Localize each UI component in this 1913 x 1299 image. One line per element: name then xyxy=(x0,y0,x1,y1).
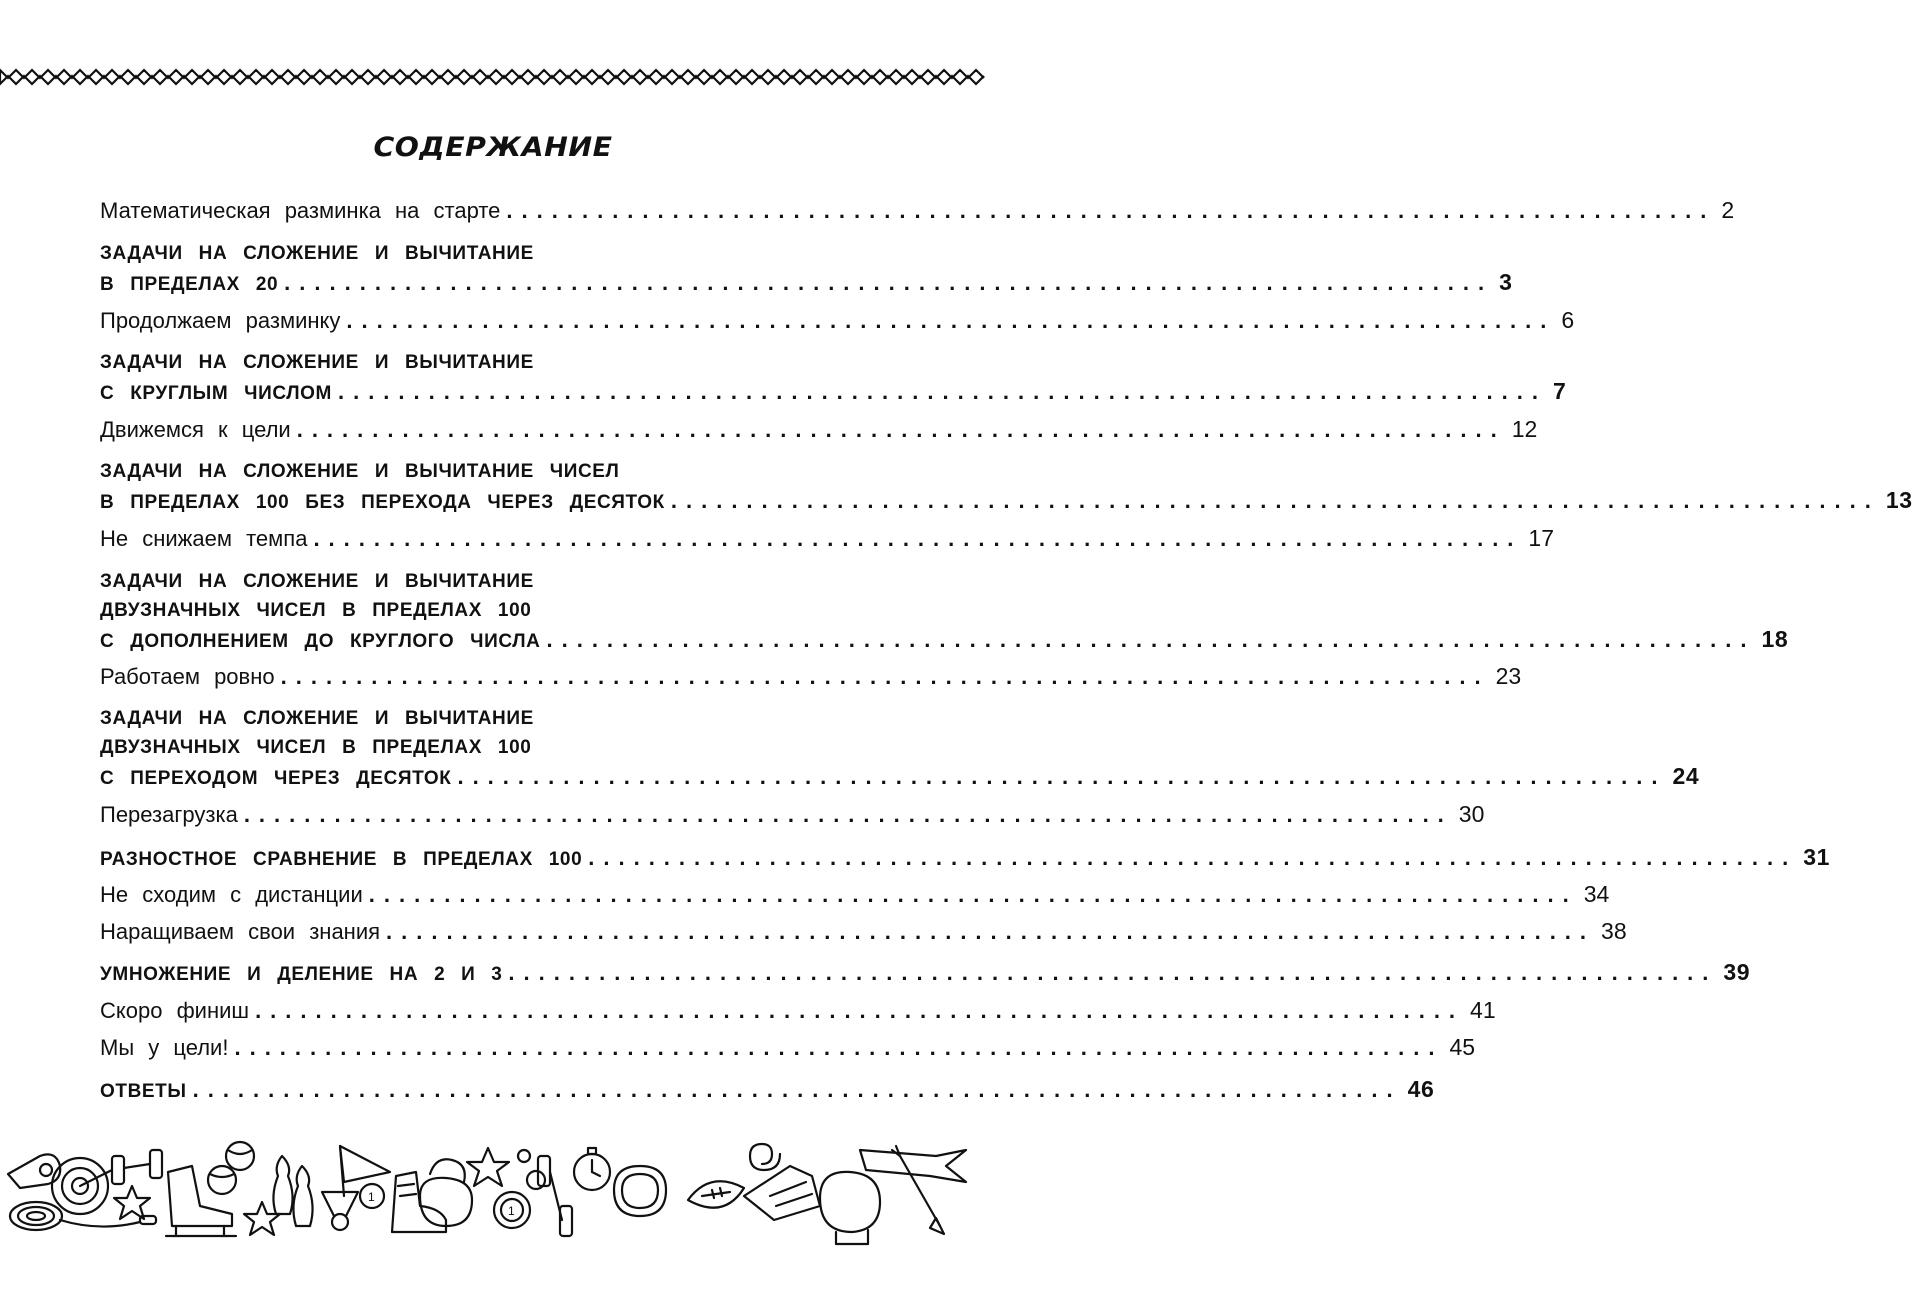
toc-page-number: 17 xyxy=(1528,525,1555,551)
toc-entry xyxy=(100,524,1555,553)
tennis-ball-icon xyxy=(208,1166,236,1194)
toc-page-number: 24 xyxy=(1672,763,1700,789)
toc-entry xyxy=(100,662,1522,691)
arrow-icon xyxy=(892,1146,944,1234)
dot-leader: ................................................................................ xyxy=(337,379,1547,404)
toc-page-number: 6 xyxy=(1561,307,1575,333)
toc-entry-title-line: Математическая разминка на старте xyxy=(100,198,501,223)
medal-icon xyxy=(360,1184,384,1208)
svg-text:1: 1 xyxy=(508,1204,515,1218)
toc-entry-title-line: ЗАДАЧИ НА СЛОЖЕНИЕ И ВЫЧИТАНИЕ xyxy=(100,708,534,729)
star-icon xyxy=(467,1148,509,1186)
toc-page-number: 45 xyxy=(1449,1034,1476,1060)
toc-entry-title-line: ЗАДАЧИ НА СЛОЖЕНИЕ И ВЫЧИТАНИЕ ЧИСЕЛ xyxy=(100,461,620,482)
toc-entry-title-line: С КРУГЛЫМ ЧИСЛОМ xyxy=(100,383,332,404)
dot-leader: ................................................................................ xyxy=(234,1035,1444,1060)
toc-page-number: 39 xyxy=(1723,959,1751,985)
toc-entry-title-line: В ПРЕДЕЛАХ 20 xyxy=(100,274,279,295)
dot-leader: ................................................................................ xyxy=(670,488,1880,513)
toc-entry xyxy=(100,348,1567,406)
toc-page-number: 12 xyxy=(1511,416,1538,442)
dot-leader: ................................................................................ xyxy=(313,526,1523,551)
target-icon xyxy=(52,1158,112,1214)
dot-leader: ................................................................................ xyxy=(508,960,1718,985)
toc-entry-title-line: Движемся к цели xyxy=(100,417,291,442)
dot-leader: ................................................................................ xyxy=(192,1077,1402,1102)
goggles-icon xyxy=(614,1166,666,1216)
jump-rope-icon xyxy=(10,1202,156,1230)
toc-entry-title-line: Работаем ровно xyxy=(100,664,275,689)
toc-entry-title-line: ДВУЗНАЧНЫХ ЧИСЕЛ В ПРЕДЕЛАХ 100 xyxy=(100,737,532,758)
rugby-ball-icon xyxy=(688,1181,744,1207)
toc-entry-title-line: В ПРЕДЕЛАХ 100 БЕЗ ПЕРЕХОДА ЧЕРЕЗ ДЕСЯТОК xyxy=(100,492,665,513)
toc-entry-title-line: Не снижаем темпа xyxy=(100,526,308,551)
toc-entry-title-line: С ПЕРЕХОДОМ ЧЕРЕЗ ДЕСЯТОК xyxy=(100,768,452,789)
sports-equipment-icons xyxy=(0,1136,986,1246)
toc-entry xyxy=(100,196,1735,225)
spiral-icon xyxy=(750,1144,780,1170)
toc-page-number: 34 xyxy=(1583,881,1610,907)
dot-leader: ................................................................................ xyxy=(346,308,1556,333)
toc-entry-title-line: Перезагрузка xyxy=(100,802,238,827)
toc-entry-title-line: Наращиваем свои знания xyxy=(100,919,381,944)
toc-page-number: 46 xyxy=(1407,1076,1435,1102)
sneaker-icon xyxy=(392,1172,446,1232)
toc-entry-title-line: Мы у цели! xyxy=(100,1035,229,1060)
toc-entry xyxy=(100,917,1627,946)
toc-entry xyxy=(100,457,1913,515)
dot-leader: ................................................................................ xyxy=(296,417,1506,442)
toc-entry-title-line: Продолжаем разминку xyxy=(100,308,341,333)
rosette-medal-icon xyxy=(494,1192,530,1228)
toc-entry-title-line: Не сходим с дистанции xyxy=(100,882,363,907)
toc-entry-title-line: РАЗНОСТНОЕ СРАВНЕНИЕ В ПРЕДЕЛАХ 100 xyxy=(100,849,583,870)
dot-leader: ................................................................................ xyxy=(284,270,1494,295)
toc-page-number: 18 xyxy=(1761,626,1789,652)
toc-entry-title-line: ОТВЕТЫ xyxy=(100,1081,187,1102)
toc-page-number: 13 xyxy=(1885,487,1913,513)
toc-entry-title-line: ЗАДАЧИ НА СЛОЖЕНИЕ И ВЫЧИТАНИЕ xyxy=(100,352,534,373)
toc-entry-title-line: УМНОЖЕНИЕ И ДЕЛЕНИЕ НА 2 И 3 xyxy=(100,964,503,985)
barbell-icon xyxy=(538,1156,572,1236)
toc-entry-title-line: ЗАДАЧИ НА СЛОЖЕНИЕ И ВЫЧИТАНИЕ xyxy=(100,243,534,264)
toc-entry xyxy=(100,843,1831,872)
kettlebell-icon xyxy=(420,1159,472,1226)
toc-page-number: 2 xyxy=(1721,197,1735,223)
dot-leader: ................................................................................ xyxy=(457,764,1667,789)
dot-leader: ................................................................................ xyxy=(280,664,1490,689)
dot-leader: ................................................................................ xyxy=(243,802,1453,827)
toc-entry xyxy=(100,996,1496,1025)
toc-entry xyxy=(100,1075,1435,1104)
toc-entry-title-line: ЗАДАЧИ НА СЛОЖЕНИЕ И ВЫЧИТАНИЕ xyxy=(100,571,534,592)
dot-leader: ................................................................................ xyxy=(386,919,1596,944)
ball-icon xyxy=(226,1142,254,1170)
dot-leader: ................................................................................ xyxy=(546,627,1756,652)
toc-entry-title-line: С ДОПОЛНЕНИЕМ ДО КРУГЛОГО ЧИСЛА xyxy=(100,631,541,652)
toc-page-number: 7 xyxy=(1552,378,1567,404)
flipper-icon xyxy=(744,1166,820,1220)
toc-entry xyxy=(100,880,1610,909)
svg-text:1: 1 xyxy=(368,1190,375,1204)
dot-leader: ................................................................................ xyxy=(588,845,1798,870)
dot-leader: ................................................................................ xyxy=(506,198,1716,223)
dumbbell-icon xyxy=(112,1150,162,1184)
toc-entry xyxy=(100,800,1485,829)
toc-entry-title-line: Скоро финиш xyxy=(100,998,250,1023)
toc-entry xyxy=(100,567,1789,654)
toc-entry xyxy=(100,415,1538,444)
star-icon xyxy=(114,1186,150,1219)
toc-page-number: 3 xyxy=(1499,269,1513,295)
toc-page-number: 31 xyxy=(1803,844,1831,870)
toc-page-number: 30 xyxy=(1458,801,1485,827)
boxing-glove-icon xyxy=(820,1172,880,1244)
toc-page-number: 38 xyxy=(1601,918,1627,944)
page-title: СОДЕРЖАНИЕ xyxy=(373,132,613,163)
dot-leader: ................................................................................ xyxy=(368,882,1578,907)
toc-entry xyxy=(100,306,1575,335)
stopwatch-icon xyxy=(574,1148,610,1190)
toc-entry xyxy=(100,958,1751,987)
toc-entry xyxy=(100,704,1700,791)
toc-entry xyxy=(100,239,1513,297)
dot-leader: ................................................................................ xyxy=(255,998,1465,1023)
toc-page-number: 41 xyxy=(1470,997,1496,1023)
toc-entry xyxy=(100,1033,1476,1062)
shuttlecock-icon xyxy=(322,1192,358,1230)
zigzag-border-icon xyxy=(0,66,986,88)
toc-entry-title-line: ДВУЗНАЧНЫХ ЧИСЕЛ В ПРЕДЕЛАХ 100 xyxy=(100,600,532,621)
toc-page-number: 23 xyxy=(1495,663,1522,689)
